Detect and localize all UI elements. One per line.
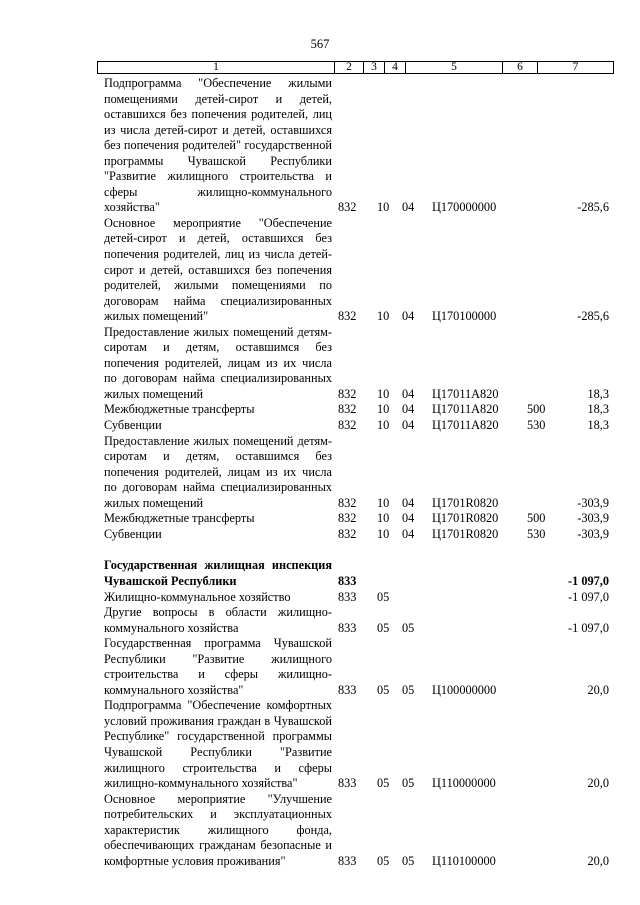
row-sum: 20,0 [587,853,609,868]
row-gr: 833 [338,853,357,868]
table-row [104,527,609,543]
table-row [104,511,609,527]
header-cell-5: 5 [405,61,503,74]
header-cell-4: 4 [384,61,406,74]
row-rz: 10 [377,309,390,324]
row-sum: -303,9 [577,526,609,541]
header-cell-2: 2 [334,61,364,74]
table-row [104,325,609,403]
header-cell-6: 6 [502,61,538,74]
row-rz: 05 [377,682,390,697]
row-pr: 05 [402,620,415,635]
row-pr: 04 [402,200,415,215]
row-rz: 05 [377,776,390,791]
row-name: Субвенции [104,418,162,433]
table-row [104,636,609,698]
row-csr: Ц17011А820 [432,386,499,401]
row-name: Другие вопросы в области жилищно-коммунального хозяйства [104,605,332,635]
row-csr: Ц17011А820 [432,418,499,433]
header-cell-7: 7 [537,61,614,74]
row-rz: 10 [377,402,390,417]
row-gr: 832 [338,386,357,401]
row-rz: 10 [377,495,390,510]
row-rz: 10 [377,418,390,433]
row-csr: Ц100000000 [432,682,497,697]
row-name: Субвенции [104,526,162,541]
row-gr: 832 [338,526,357,541]
row-sum: -1 097,0 [568,589,609,604]
row-sum: 18,3 [587,386,609,401]
row-sum: -285,6 [577,309,609,324]
row-csr: Ц17011А820 [432,402,499,417]
row-csr: Ц1701R0820 [432,511,499,526]
row-gr: 832 [338,309,357,324]
row-name: Предоставление жилых помещений детям-сиротам и детям, оставшимся без попечения родителей, лицам из их числа по договорам найма специализированных жилых помещений [104,324,332,401]
row-name: Межбюджетные трансферты [104,511,255,526]
row-gr: 833 [338,573,357,588]
table-row [104,590,609,606]
row-sum: -303,9 [577,495,609,510]
row-pr: 04 [402,418,415,433]
row-csr: Ц110000000 [432,776,496,791]
row-pr: 05 [402,682,415,697]
row-gr: 832 [338,511,357,526]
row-csr: Ц170000000 [432,200,497,215]
header-cell-3: 3 [363,61,385,74]
budget-table [104,76,609,869]
row-pr: 04 [402,386,415,401]
row-gr: 832 [338,418,357,433]
row-vr: 500 [527,511,546,526]
row-name: Основное мероприятие "Улучшение потребительских и эксплуатационных характеристик жилищного фонда, обеспечивающих гражданам безопасные и комфортные условия проживания" [104,791,332,868]
row-csr: Ц170100000 [432,309,497,324]
row-name: Государственная программа Чувашской Республики "Развитие жилищного строительства и сферы жилищно-коммунального хозяйства" [104,636,332,697]
table-row [104,418,609,434]
row-csr: Ц110100000 [432,853,496,868]
table-row-section [104,558,609,589]
row-vr: 530 [527,418,546,433]
row-sum: 18,3 [587,418,609,433]
table-row [104,76,609,216]
row-rz: 05 [377,853,390,868]
row-gr: 833 [338,682,357,697]
row-sum: -1 097,0 [568,620,609,635]
row-csr: Ц1701R0820 [432,495,499,510]
row-name: Подпрограмма "Обеспечение комфортных условий проживания граждан в Чувашской Республике" государственной программы Чувашской Республики "Развитие жилищного строительства и сферы жилищно-коммунального хозяйства" [104,698,332,791]
row-sum: 20,0 [587,776,609,791]
row-name: Основное мероприятие "Обеспечение детей-сирот и детей, оставшихся без попечения родителей, лиц из числа детей-сирот и детей, оставшихся без попечения родителей, жилыми помещениями по договорам найма специализированных жилых помещений" [104,215,332,324]
header-cell-1: 1 [97,61,335,74]
row-rz: 10 [377,200,390,215]
row-sum: -285,6 [577,200,609,215]
row-sum: 20,0 [587,682,609,697]
row-vr: 530 [527,526,546,541]
row-pr: 04 [402,495,415,510]
row-gr: 832 [338,402,357,417]
row-gr: 833 [338,589,357,604]
row-name: Жилищно-коммунальное хозяйство [104,589,291,604]
row-gr: 832 [338,200,357,215]
row-rz: 10 [377,386,390,401]
section-gap [104,542,609,558]
row-rz: 05 [377,620,390,635]
row-gr: 832 [338,495,357,510]
row-gr: 833 [338,776,357,791]
row-pr: 05 [402,853,415,868]
table-row [104,434,609,512]
table-row [104,216,609,325]
row-pr: 04 [402,526,415,541]
row-gr: 833 [338,620,357,635]
table-row [104,605,609,636]
row-name: Предоставление жилых помещений детям-сиротам и детям, оставшимся без попечения родителей, лицам из их числа по договорам найма специализированных жилых помещений [104,433,332,510]
table-row [104,792,609,870]
table-row [104,402,609,418]
row-name: Государственная жилищная инспекция Чувашской Республики [104,558,332,588]
row-sum: 18,3 [587,402,609,417]
row-rz: 10 [377,511,390,526]
row-pr: 05 [402,776,415,791]
row-name: Подпрограмма "Обеспечение жилыми помещениями детей-сирот и детей, оставшихся без попечения родителей, лиц из числа детей-сирот и детей, оставшихся без попечения родителей" государственной программы Чувашской Республики "Развитие жилищного строительства и сферы жилищно-коммунального хозяйства" [104,76,332,215]
row-pr: 04 [402,309,415,324]
row-pr: 04 [402,402,415,417]
row-rz: 10 [377,526,390,541]
row-sum: -303,9 [577,511,609,526]
row-csr: Ц1701R0820 [432,526,499,541]
row-name: Межбюджетные трансферты [104,402,255,417]
row-vr: 500 [527,402,546,417]
table-row [104,698,609,791]
row-pr: 04 [402,511,415,526]
row-sum: -1 097,0 [568,573,609,588]
page-number: 567 [310,37,330,51]
row-rz: 05 [377,589,390,604]
